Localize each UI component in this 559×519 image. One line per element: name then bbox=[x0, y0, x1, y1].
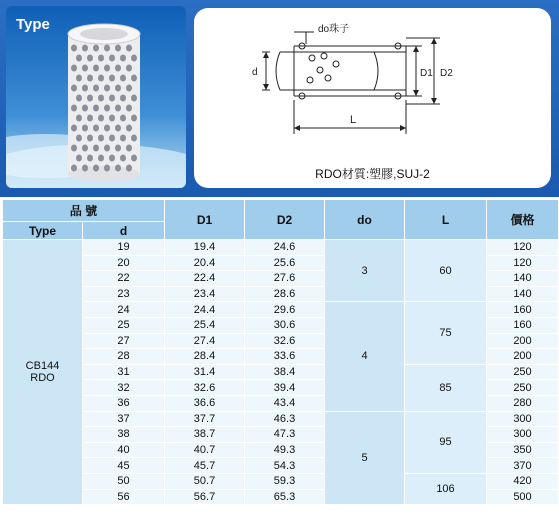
ball-hole bbox=[109, 155, 115, 162]
d-cell: 22 bbox=[83, 271, 165, 287]
D2-cell: 39.4 bbox=[245, 380, 325, 396]
D2-cell: 25.6 bbox=[245, 255, 325, 271]
D1-cell: 56.7 bbox=[165, 489, 245, 505]
ball-hole bbox=[98, 115, 104, 122]
ball-hole bbox=[131, 155, 137, 162]
ball-hole bbox=[120, 135, 126, 142]
ball-hole bbox=[76, 135, 82, 142]
d-cell: 56 bbox=[83, 489, 165, 505]
D1-header: D1 bbox=[165, 200, 245, 240]
ball-hole bbox=[115, 145, 121, 152]
L-cell: 106 bbox=[405, 473, 487, 504]
ball-hole bbox=[93, 105, 99, 112]
ball-hole bbox=[82, 125, 88, 132]
D1-cell: 24.4 bbox=[165, 302, 245, 318]
d-cell: 23 bbox=[83, 286, 165, 302]
D2-cell: 29.6 bbox=[245, 302, 325, 318]
ball-hole bbox=[104, 165, 110, 172]
table-row bbox=[3, 302, 559, 318]
d-cell: 28 bbox=[83, 349, 165, 365]
D1-cell: 37.7 bbox=[165, 411, 245, 427]
ball-hole bbox=[87, 155, 93, 162]
D1-cell: 36.6 bbox=[165, 395, 245, 411]
D2-cell: 38.4 bbox=[245, 364, 325, 380]
D1-cell: 23.4 bbox=[165, 286, 245, 302]
ball-hole bbox=[115, 125, 121, 132]
ball-hole bbox=[120, 75, 126, 82]
ball-hole bbox=[82, 65, 88, 72]
ball-hole bbox=[115, 105, 121, 112]
product-photo bbox=[6, 6, 186, 188]
ball-hole bbox=[109, 55, 115, 62]
ball-hole bbox=[115, 85, 121, 92]
price-cell: 420 bbox=[487, 473, 559, 489]
D1-cell: 38.7 bbox=[165, 427, 245, 443]
price-cell: 120 bbox=[487, 240, 559, 256]
type-label: Type bbox=[16, 16, 50, 33]
D1-label: D1 bbox=[420, 68, 433, 79]
ball-hole bbox=[71, 45, 77, 52]
price-cell: 370 bbox=[487, 458, 559, 474]
ball-hole bbox=[126, 145, 132, 152]
ball-hole bbox=[76, 155, 82, 162]
ball-hole bbox=[104, 105, 110, 112]
ball-hole bbox=[115, 165, 121, 172]
do-cell: 5 bbox=[325, 411, 405, 505]
ball-hole bbox=[98, 135, 104, 142]
d-cell: 36 bbox=[83, 395, 165, 411]
ball-hole bbox=[82, 45, 88, 52]
ball-hole bbox=[131, 75, 137, 82]
d-cell: 45 bbox=[83, 458, 165, 474]
price-cell: 300 bbox=[487, 411, 559, 427]
ball-hole bbox=[131, 95, 137, 102]
ball-hole bbox=[87, 135, 93, 142]
ball-hole bbox=[104, 45, 110, 52]
L-cell: 75 bbox=[405, 302, 487, 364]
price-cell: 200 bbox=[487, 333, 559, 349]
price-cell: 250 bbox=[487, 380, 559, 396]
D1-cell: 20.4 bbox=[165, 255, 245, 271]
L-header: L bbox=[405, 200, 487, 240]
D2-cell: 33.6 bbox=[245, 349, 325, 365]
header-panel bbox=[0, 0, 559, 197]
type-cell: CB144 RDO bbox=[3, 240, 83, 505]
ball-hole bbox=[82, 165, 88, 172]
d-cell: 31 bbox=[83, 364, 165, 380]
ball-hole bbox=[93, 85, 99, 92]
ball-hole bbox=[120, 115, 126, 122]
table-row bbox=[3, 411, 559, 427]
dimension-drawing bbox=[194, 8, 551, 163]
D2-cell: 27.6 bbox=[245, 271, 325, 287]
L-label: L bbox=[350, 114, 357, 126]
d-cell: 19 bbox=[83, 240, 165, 256]
ball-hole bbox=[104, 125, 110, 132]
d-cell: 24 bbox=[83, 302, 165, 318]
ball-hole bbox=[104, 145, 110, 152]
D2-cell: 47.3 bbox=[245, 427, 325, 443]
ball-hole bbox=[93, 65, 99, 72]
ball-hole bbox=[93, 165, 99, 172]
spec-table bbox=[2, 199, 559, 505]
ball-hole bbox=[109, 75, 115, 82]
d-cell: 37 bbox=[83, 411, 165, 427]
ball-hole bbox=[71, 65, 77, 72]
price-cell: 120 bbox=[487, 255, 559, 271]
D2-header: D2 bbox=[245, 200, 325, 240]
ball-hole bbox=[120, 95, 126, 102]
ball-hole bbox=[104, 65, 110, 72]
D2-cell: 54.3 bbox=[245, 458, 325, 474]
ball-hole bbox=[76, 75, 82, 82]
price-cell: 500 bbox=[487, 489, 559, 505]
table-row bbox=[3, 240, 559, 256]
D2-label: D2 bbox=[440, 68, 453, 79]
price-cell: 250 bbox=[487, 364, 559, 380]
ball-hole bbox=[82, 85, 88, 92]
D1-cell: 45.7 bbox=[165, 458, 245, 474]
d-header: d bbox=[83, 222, 165, 240]
price-cell: 280 bbox=[487, 395, 559, 411]
ball-hole bbox=[71, 105, 77, 112]
D1-cell: 40.7 bbox=[165, 442, 245, 458]
L-cell: 60 bbox=[405, 240, 487, 302]
D2-cell: 46.3 bbox=[245, 411, 325, 427]
ball-hole bbox=[98, 55, 104, 62]
ball-hole bbox=[87, 75, 93, 82]
ball-hole bbox=[126, 125, 132, 132]
ball-hole bbox=[82, 145, 88, 152]
price-cell: 350 bbox=[487, 442, 559, 458]
do-cell: 4 bbox=[325, 302, 405, 411]
ball-hole bbox=[82, 105, 88, 112]
ball-hole bbox=[98, 155, 104, 162]
ball-hole bbox=[71, 145, 77, 152]
D1-cell: 28.4 bbox=[165, 349, 245, 365]
d-cell: 40 bbox=[83, 442, 165, 458]
ball-hole bbox=[109, 115, 115, 122]
ball-hole bbox=[93, 125, 99, 132]
ball-hole bbox=[87, 115, 93, 122]
ball-hole bbox=[71, 85, 77, 92]
price-cell: 160 bbox=[487, 302, 559, 318]
do-cell: 3 bbox=[325, 240, 405, 302]
ball-hole bbox=[120, 55, 126, 62]
D2-cell: 24.6 bbox=[245, 240, 325, 256]
ball-hole bbox=[98, 75, 104, 82]
do-label: do珠子 bbox=[318, 24, 350, 35]
d-cell: 20 bbox=[83, 255, 165, 271]
D1-cell: 25.4 bbox=[165, 317, 245, 333]
material-caption: RDO材質:塑膠,SUJ-2 bbox=[315, 167, 430, 181]
D1-cell: 19.4 bbox=[165, 240, 245, 256]
technical-drawing bbox=[194, 8, 551, 188]
table-row bbox=[3, 473, 559, 489]
part-number-header: 品 號 bbox=[3, 200, 165, 222]
price-cell: 160 bbox=[487, 317, 559, 333]
price-cell: 300 bbox=[487, 427, 559, 443]
ball-hole bbox=[126, 45, 132, 52]
D1-cell: 22.4 bbox=[165, 271, 245, 287]
ball-hole bbox=[131, 55, 137, 62]
D2-cell: 32.6 bbox=[245, 333, 325, 349]
D2-cell: 65.3 bbox=[245, 489, 325, 505]
D2-cell: 28.6 bbox=[245, 286, 325, 302]
D1-cell: 50.7 bbox=[165, 473, 245, 489]
ball-hole bbox=[126, 85, 132, 92]
price-cell: 200 bbox=[487, 349, 559, 365]
D1-cell: 27.4 bbox=[165, 333, 245, 349]
L-cell: 95 bbox=[405, 411, 487, 473]
ball-hole bbox=[104, 85, 110, 92]
price-cell: 140 bbox=[487, 271, 559, 287]
D2-cell: 59.3 bbox=[245, 473, 325, 489]
ball-hole bbox=[126, 105, 132, 112]
D1-cell: 31.4 bbox=[165, 364, 245, 380]
ball-hole bbox=[131, 115, 137, 122]
ball-hole bbox=[93, 145, 99, 152]
d-cell: 25 bbox=[83, 317, 165, 333]
ball-hole bbox=[115, 65, 121, 72]
d-cell: 27 bbox=[83, 333, 165, 349]
d-cell: 50 bbox=[83, 473, 165, 489]
table-row bbox=[3, 364, 559, 380]
ball-hole bbox=[120, 155, 126, 162]
D2-cell: 43.4 bbox=[245, 395, 325, 411]
d-label: d bbox=[252, 67, 258, 78]
price-cell: 140 bbox=[487, 286, 559, 302]
ball-hole bbox=[71, 165, 77, 172]
ball-hole bbox=[109, 135, 115, 142]
ball-hole bbox=[87, 95, 93, 102]
D2-cell: 30.6 bbox=[245, 317, 325, 333]
ball-hole bbox=[71, 125, 77, 132]
price-header: 價格 bbox=[487, 200, 559, 240]
type-header: Type bbox=[3, 222, 83, 240]
ball-hole bbox=[76, 95, 82, 102]
D2-cell: 49.3 bbox=[245, 442, 325, 458]
ball-hole bbox=[109, 95, 115, 102]
ball-hole bbox=[98, 95, 104, 102]
ball-hole bbox=[76, 115, 82, 122]
d-cell: 38 bbox=[83, 427, 165, 443]
ball-hole bbox=[131, 135, 137, 142]
D1-cell: 32.6 bbox=[165, 380, 245, 396]
do-header: do bbox=[325, 200, 405, 240]
d-cell: 32 bbox=[83, 380, 165, 396]
L-cell: 85 bbox=[405, 364, 487, 411]
ball-hole bbox=[115, 45, 121, 52]
ball-hole bbox=[126, 65, 132, 72]
ball-cage-illustration bbox=[6, 6, 186, 188]
ball-hole bbox=[76, 55, 82, 62]
ball-hole bbox=[87, 55, 93, 62]
ball-hole bbox=[93, 45, 99, 52]
ball-hole bbox=[126, 165, 132, 172]
